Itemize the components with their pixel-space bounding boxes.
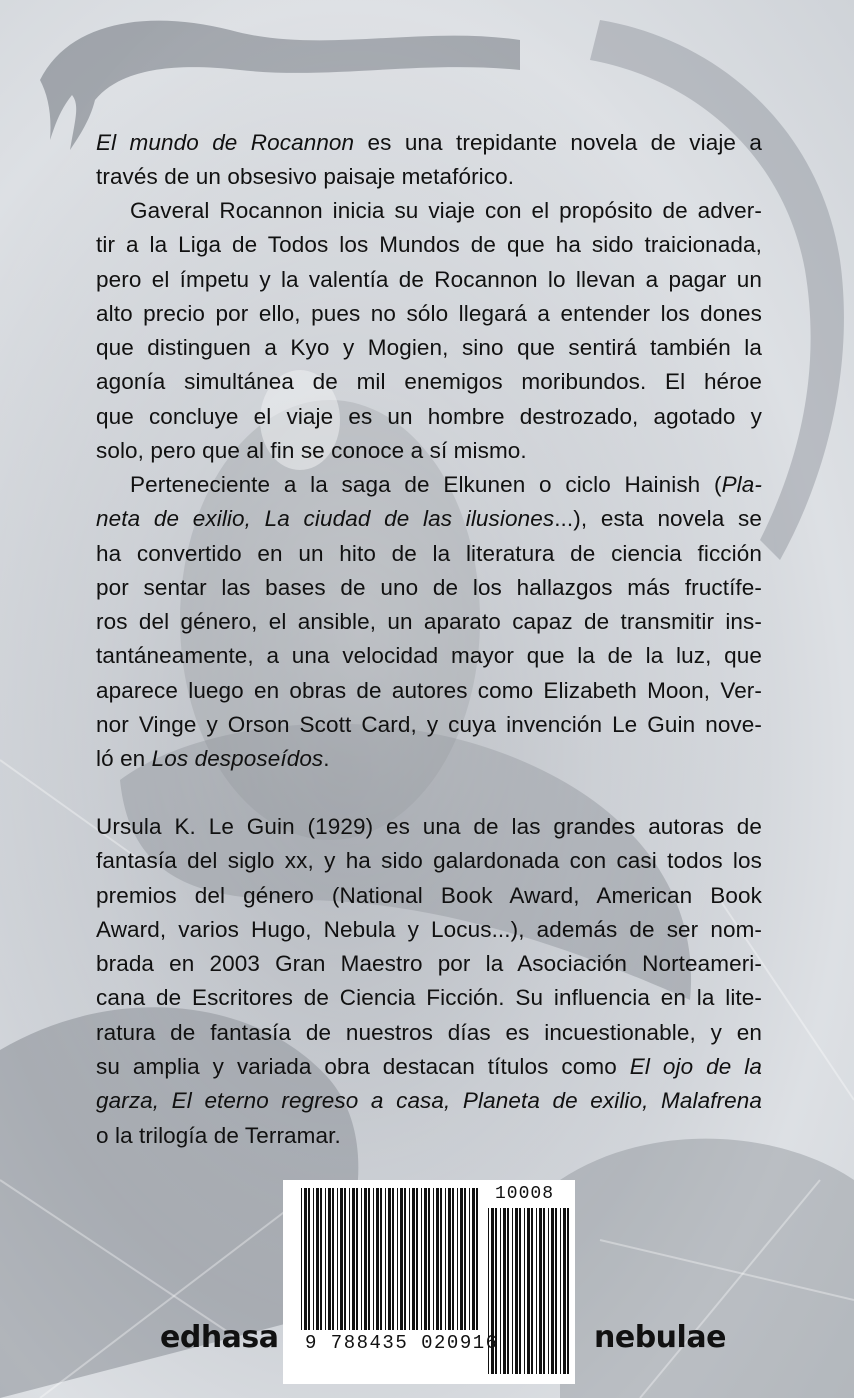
text-line: fantasía del siglo xx, y ha sido galardonada con casi todos los xyxy=(96,848,762,874)
barcode-bar xyxy=(332,1188,334,1330)
barcode-bar xyxy=(421,1188,422,1330)
barcode-bar xyxy=(440,1188,442,1330)
barcode-bar xyxy=(531,1208,533,1374)
barcode-bar xyxy=(503,1208,506,1374)
barcode-bar xyxy=(448,1188,451,1330)
barcode-bar xyxy=(316,1188,319,1330)
barcode-bar xyxy=(308,1188,310,1330)
barcode-bar xyxy=(433,1188,434,1330)
barcode-bar xyxy=(376,1188,379,1330)
barcode-bar xyxy=(457,1188,458,1330)
text-line: que distinguen a Kyo y Mogien, sino que sentirá también la xyxy=(96,335,762,361)
barcode-bar xyxy=(548,1208,549,1374)
barcode-bar xyxy=(301,1188,302,1330)
barcode-bar xyxy=(337,1188,338,1330)
text-line: cana de Escritores de Ciencia Ficción. Su influencia en la lite- xyxy=(96,985,762,1011)
synopsis-paragraph-2 xyxy=(96,194,762,468)
text-line: tantáneamente, a una velocidad mayor que la de la luz, que xyxy=(96,643,762,669)
barcode-bar xyxy=(519,1208,521,1374)
text-line: través de un obsesivo paisaje metafórico. xyxy=(96,164,515,190)
barcode-bar xyxy=(364,1188,367,1330)
author-bio: Ursula K. Le Guin (1929) es una de las grandes autoras de fantasía del siglo xx, y ha sido galardonada con casi todos los premios del género (National Book Award, American Book Award, varios Hugo, Nebula y Locus...), además de ser nom- brada en 2003 Gran Maestro por la Asociación Norteameri- cana de Escritores de Ciencia Ficción. Su influencia en la lite- ratura de fantasía de nuestros días es incuestionable, y en su amplia y variada obra destacan títulos como El ojo de la garza, El eterno regreso a casa, Planeta de exilio, Malafrena o la trilogía de Terramar. xyxy=(96,810,762,1153)
barcode-bar xyxy=(400,1188,403,1330)
barcode-bar xyxy=(436,1188,439,1330)
barcode-bar xyxy=(349,1188,350,1330)
barcode-bar xyxy=(515,1208,518,1374)
text-line: agonía simultánea de mil enemigos moribundos. El héroe xyxy=(96,369,762,395)
barcode-bar xyxy=(380,1188,382,1330)
barcode-bar xyxy=(567,1208,569,1374)
text-line: ha convertido en un hito de la literatura de ciencia ficción xyxy=(96,540,762,566)
barcode-bar xyxy=(352,1188,355,1330)
text-line: nor Vinge y Orson Scott Card, y cuya invención Le Guin nove- xyxy=(96,712,762,738)
barcode-bar xyxy=(536,1208,537,1374)
text-line: Award, varios Hugo, Nebula y Locus...), además de ser nom- xyxy=(96,916,762,942)
text-line: por sentar las bases de uno de los hallazgos más fructífe- xyxy=(96,574,762,600)
text-line: brada en 2003 Gran Maestro por la Asociación Norteameri- xyxy=(96,951,762,977)
barcode-bar xyxy=(304,1188,307,1330)
text-line: solo, pero que al fin se conoce a sí mismo. xyxy=(96,438,527,464)
text-line: aparece luego en obras de autores como Elizabeth Moon, Ver- xyxy=(96,677,762,703)
barcode-bar xyxy=(472,1188,475,1330)
isbn-barcode xyxy=(283,1180,575,1384)
barcode-bar xyxy=(512,1208,513,1374)
barcode-bar xyxy=(560,1208,561,1374)
barcode-bar xyxy=(392,1188,394,1330)
barcode-bar xyxy=(464,1188,466,1330)
barcode-bar xyxy=(476,1188,478,1330)
barcode-bar xyxy=(328,1188,331,1330)
barcode-bar xyxy=(320,1188,322,1330)
barcode-bar xyxy=(356,1188,358,1330)
barcode-bar xyxy=(555,1208,557,1374)
text-line: o la trilogía de Terramar. xyxy=(96,1122,341,1148)
barcode-bar xyxy=(469,1188,470,1330)
text-line: pero el ímpetu y la valentía de Rocannon lo llevan a pagar un xyxy=(96,266,762,292)
barcode-bar xyxy=(507,1208,509,1374)
barcode-addon-number: 10008 xyxy=(495,1184,555,1204)
barcode-bar xyxy=(325,1188,326,1330)
barcode-bar xyxy=(361,1188,362,1330)
barcode-bar xyxy=(385,1188,386,1330)
barcode-bar xyxy=(404,1188,406,1330)
barcode-bar xyxy=(543,1208,545,1374)
barcode-bar xyxy=(313,1188,314,1330)
text-line: tir a la Liga de Todos los Mundos de que ha sido traicionada, xyxy=(96,232,762,258)
barcode-bar xyxy=(373,1188,374,1330)
text-line: que concluye el viaje es un hombre destrozado, agotado y xyxy=(96,403,762,429)
barcode-bar xyxy=(563,1208,566,1374)
barcode-bar xyxy=(397,1188,398,1330)
collection-logo: nebulae xyxy=(594,1320,726,1355)
barcode-bar xyxy=(412,1188,415,1330)
barcode-bar xyxy=(416,1188,418,1330)
barcode-bar xyxy=(500,1208,501,1374)
barcode-bar xyxy=(460,1188,463,1330)
publisher-logo: edhasa xyxy=(160,1320,279,1355)
isbn-number: 9 788435 020916 xyxy=(305,1332,499,1354)
barcode-bar xyxy=(445,1188,446,1330)
barcode-bar xyxy=(428,1188,430,1330)
barcode-bar xyxy=(409,1188,410,1330)
barcode-bar xyxy=(388,1188,391,1330)
barcode-bar xyxy=(340,1188,343,1330)
barcode-bar xyxy=(551,1208,554,1374)
barcode-bar xyxy=(452,1188,454,1330)
text-line: alto precio por ello, pues no sólo llegará a entender los dones xyxy=(96,300,762,326)
barcode-bar xyxy=(527,1208,530,1374)
barcode-bar xyxy=(524,1208,525,1374)
text-line: ros del género, el ansible, un aparato capaz de transmitir ins- xyxy=(96,609,762,635)
book-title-inline: El mundo de Rocannon xyxy=(96,130,355,155)
barcode-bar xyxy=(539,1208,542,1374)
text-line: premios del género (National Book Award, American Book xyxy=(96,882,762,908)
barcode-bar xyxy=(368,1188,370,1330)
text-line: ratura de fantasía de nuestros días es incuestionable, y en xyxy=(96,1019,762,1045)
text-line: Gaveral Rocannon inicia su viaje con el propósito de adver- xyxy=(130,198,762,223)
barcode-bar xyxy=(424,1188,427,1330)
text-line: Ursula K. Le Guin (1929) es una de las grandes autoras de xyxy=(96,814,762,839)
synopsis-paragraph-3: Perteneciente a la saga de Elkunen o ciclo Hainish (Pla- neta de exilio, La ciudad de las ilusiones...), esta novela se ha convertido en un hito de la literatura de ciencia ficción por sentar las bases de uno de los hallazgos más fructífe- ros del género, el ansible, un aparato capaz de transmitir ins- tantáneamente, a una velocidad mayor que la de la luz, que aparece luego en obras de autores como Elizabeth Moon, Ver- nor Vinge y Orson Scott Card, y cuya invención Le Guin nove- ló en Los desposeídos. xyxy=(96,472,762,772)
synopsis-paragraph-1: El mundo de Rocannon es una trepidante novela de viaje a través de un obsesivo paisaje metafórico. xyxy=(96,126,762,195)
barcode-bar xyxy=(344,1188,346,1330)
